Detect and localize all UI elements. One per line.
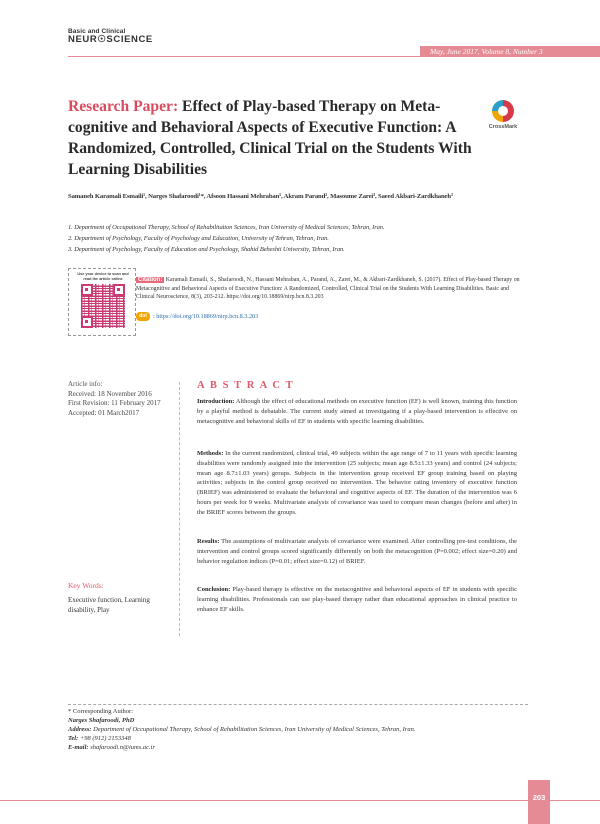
- introduction-text: Although the effect of educational methods on executive function (EF) is well known, training this function by a playful method is debatable. The current study aimed at investigating if a play-based intervention is effective on metacognitive and behavioral skills of EF in students with specific learning disabilities.: [197, 398, 517, 425]
- qr-panel: [68, 268, 136, 336]
- received-date: Received: 18 November 2016: [68, 389, 152, 398]
- affiliation-3: 3. Department of Psychology, Faculty of Education and Psychology, Shahid Beheshti University, Tehran, Iran.: [68, 246, 345, 253]
- citation-text: Karamali Esmaili, S., Shafaroodi, N., Hassani Mehraban, A., Parand, A., Zarei, M., & Akbari-Zardkhaneh, S. (2017). Effect of Play-based Therapy on Metacognitive and Behavioral Aspects of Executive Function: A Randomized, Controlled, Clinical Trial on the Students With Learning Disabilities. Basic and Clinical Neuroscience, 8(3), 203-212. https://doi.org/10.18869/nirp.bcn.8.3.203: [136, 277, 520, 301]
- corresponding-name: Narges Shafaroodi, PhD: [68, 716, 135, 724]
- tel-label: Tel:: [68, 734, 79, 742]
- introduction-label: Introduction:: [197, 398, 235, 405]
- issue-info: May, June 2017, Volume 8, Number 3: [430, 46, 543, 56]
- abstract-methods: [197, 449, 517, 517]
- correspondence-heading: * Corresponding Author:: [68, 708, 133, 715]
- header-divider: [68, 56, 600, 57]
- page-number: 203: [532, 793, 546, 802]
- affiliation-2: 2. Department of Psychology, Faculty of Psychology and Education, University of Tehran, Tehran, Iran.: [68, 235, 329, 242]
- doi-icon: doi: [136, 312, 150, 321]
- article-info-heading: Article info:: [68, 380, 103, 388]
- abstract-introduction: [197, 397, 517, 426]
- correspondence-block: [68, 708, 538, 753]
- qr-caption: Use your device to scan and read the article online: [77, 272, 129, 281]
- address-label: Address:: [68, 725, 92, 733]
- crossmark-badge[interactable]: [484, 100, 522, 130]
- accepted-date: Accepted: 01 March2017: [68, 408, 140, 417]
- qr-finder-icon: [81, 316, 93, 328]
- article-type-label: Research Paper:: [68, 98, 179, 115]
- email-label: E-mail:: [68, 743, 89, 751]
- citation-block: [136, 276, 526, 302]
- article-title-text: Effect of Play-based Therapy on Meta-cognitive and Behavioral Aspects of Executive Function: A Randomized, Controlled, Clinical Trial on the Students With Learning Disabilities: [68, 98, 472, 178]
- email-text[interactable]: shafaroodi.n@iums.ac.ir: [88, 743, 156, 751]
- conclusion-text: Play-based therapy is effective on the metacognitive and behavioral aspects of EF in students with specific learning disabilities. Professionals can use play-based therapy rather than educational approaches in clinical practice to enhance EF skills.: [197, 586, 517, 613]
- journal-logo-line1: Basic and Clinical: [68, 28, 126, 35]
- abstract-results: [197, 537, 517, 566]
- doi-link[interactable]: : https://doi.org/10.18869/nirp.bcn.8.3.203: [153, 313, 259, 320]
- revision-date: First Revision: 11 February 2017: [68, 399, 161, 408]
- results-text: The assumptions of multivariate analysis of covariance were examined. After controlling pre-test conditions, the intervention and control groups scored significantly differently on both the metacognition (P=0.002; effect size=0.20) and behavior regulation indices (P=0.01; effect size=0.12) of BRIEF.: [197, 538, 517, 565]
- abstract-heading: A B S T R A C T: [197, 380, 295, 391]
- doi-row: [136, 312, 258, 321]
- journal-logo-line2: NEUR☉SCIENCE: [68, 34, 153, 45]
- citation-label: Citation:: [138, 277, 163, 283]
- keywords-heading: Key Words:: [68, 581, 104, 590]
- results-label: Results:: [197, 538, 220, 545]
- footer-divider: [0, 800, 600, 801]
- tel-text: +98 (912) 2153348: [78, 734, 131, 742]
- article-info: [68, 380, 178, 418]
- abstract-conclusion: [197, 585, 517, 614]
- crossmark-icon: [492, 100, 514, 122]
- qr-code-icon[interactable]: [81, 284, 125, 328]
- crossmark-label: CrossMark: [488, 124, 518, 130]
- issue-header-bar: [420, 46, 600, 56]
- article-title: [68, 96, 480, 180]
- methods-text: In the current randomized, clinical trial, 49 subjects within the age range of 7 to 11 years with specific learning disabilities were randomly assigned into the intervention (25 subjects; mean age 8.5±1.33 years) and control (24 subjects; mean age 8.7±1.03 years) groups. Subjects in the intervention group received EF group training based on playing activities; subjects in the control group received no intervention. The behavior rating inventory of executive function (BRIEF) was administered to evaluate the behavioral and cognitive aspects of EF. The duration of the intervention was 6 hours per week for 9 weeks. Multivariate analysis of covariance was used to compare mean changes (before and after) in the BRIEF scores between the groups.: [197, 450, 517, 516]
- page-number-tab: [528, 780, 550, 824]
- conclusion-label: Conclusion:: [197, 586, 231, 593]
- affiliation-1: 1. Department of Occupational Therapy, School of Rehabilitation Sciences, Iran University of Medical Sciences, Tehran, Iran.: [68, 224, 385, 231]
- keywords-text: Executive function, Learning disability, Play: [68, 596, 150, 614]
- journal-logo: [68, 28, 153, 45]
- author-list: Samaneh Karamali Esmaili¹, Narges Shafaroodi¹*, Afsoon Hassani Mehraban¹, Akram Parand², Masoume Zarei³, Saeed Akbari-Zardkhaneh³: [68, 193, 453, 200]
- qr-finder-icon: [113, 284, 125, 296]
- abstract-divider: [179, 382, 180, 636]
- address-text: Department of Occupational Therapy, School of Rehabilitation Sciences, Iran University of Medical Sciences, Tehran, Iran.: [91, 725, 416, 733]
- correspondence-divider: [68, 704, 528, 705]
- qr-finder-icon: [81, 284, 93, 296]
- methods-label: Methods:: [197, 450, 224, 457]
